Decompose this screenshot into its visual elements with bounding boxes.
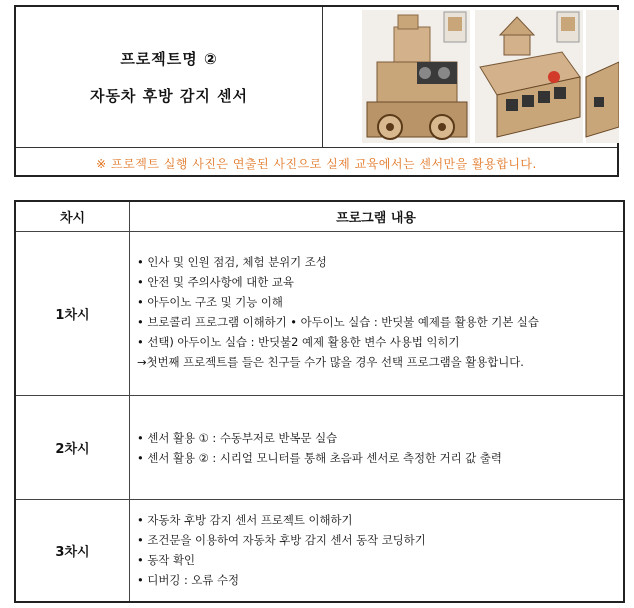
list-item: • 동작 확인: [137, 553, 195, 567]
project-header-box: [14, 5, 619, 177]
list-item: →첫번째 프로젝트를 들은 친구들 수가 많을 경우 선택 프로그램을 활용합니다.: [137, 355, 524, 369]
list-item: • 디버깅 : 오류 수정: [137, 573, 240, 587]
project-title: 프로젝트명 ②: [120, 50, 218, 68]
project-photos: [322, 7, 617, 147]
table-row: [16, 500, 623, 601]
session-content: [129, 500, 623, 601]
session-items: [129, 510, 619, 590]
list-item: • 센서 활용 ② : 시리얼 모니터를 통해 초음파 센서로 측정한 거리 값 출력: [137, 451, 502, 465]
list-item: • 인사 및 인원 점검, 체험 분위기 조성: [137, 255, 327, 269]
list-item: • 브로콜리 프로그램 이해하기 • 아두이노 실습 : 반딧불 예제를 활용한 기본 실습: [137, 315, 539, 329]
project-subtitle: 자동차 후방 감지 센서: [89, 87, 249, 105]
header-content: 프로그램 내용: [336, 211, 416, 226]
program-plan-table: [14, 200, 625, 603]
wooden-car-photo-1: [362, 10, 470, 143]
table-row: [16, 396, 623, 500]
list-item: • 자동차 후방 감지 센서 프로젝트 이해하기: [137, 513, 353, 527]
notice-text: ※ 프로젝트 실행 사진은 연출된 사진으로 실제 교육에서는 센서만을 활용합니다.: [16, 147, 617, 178]
list-item: • 센서 활용 ① : 수동부저로 반복문 실습: [137, 431, 338, 445]
session-content: [129, 232, 623, 395]
table-row: [16, 232, 623, 396]
project-photo-collage: [322, 7, 619, 147]
list-item: • 조건문을 이용하여 자동차 후방 감지 센서 동작 코딩하기: [137, 533, 426, 547]
session-label: 1차시: [16, 232, 130, 395]
list-item: • 아두이노 구조 및 기능 이해: [137, 295, 283, 309]
session-label: 2차시: [16, 396, 130, 499]
wooden-car-photo-3: [586, 10, 619, 143]
wooden-car-photo-2: [475, 10, 583, 143]
session-items: [129, 252, 619, 372]
session-label: 3차시: [16, 500, 130, 601]
list-item: • 선택) 아두이노 실습 : 반딧불2 예제 활용한 변수 사용법 익히기: [137, 335, 460, 349]
header-session: 차시: [16, 202, 130, 231]
table-header-row: [16, 202, 623, 232]
session-content: [129, 396, 623, 499]
session-items: [129, 428, 619, 468]
project-title-cell: [16, 7, 323, 147]
list-item: • 안전 및 주의사항에 대한 교육: [137, 275, 294, 289]
